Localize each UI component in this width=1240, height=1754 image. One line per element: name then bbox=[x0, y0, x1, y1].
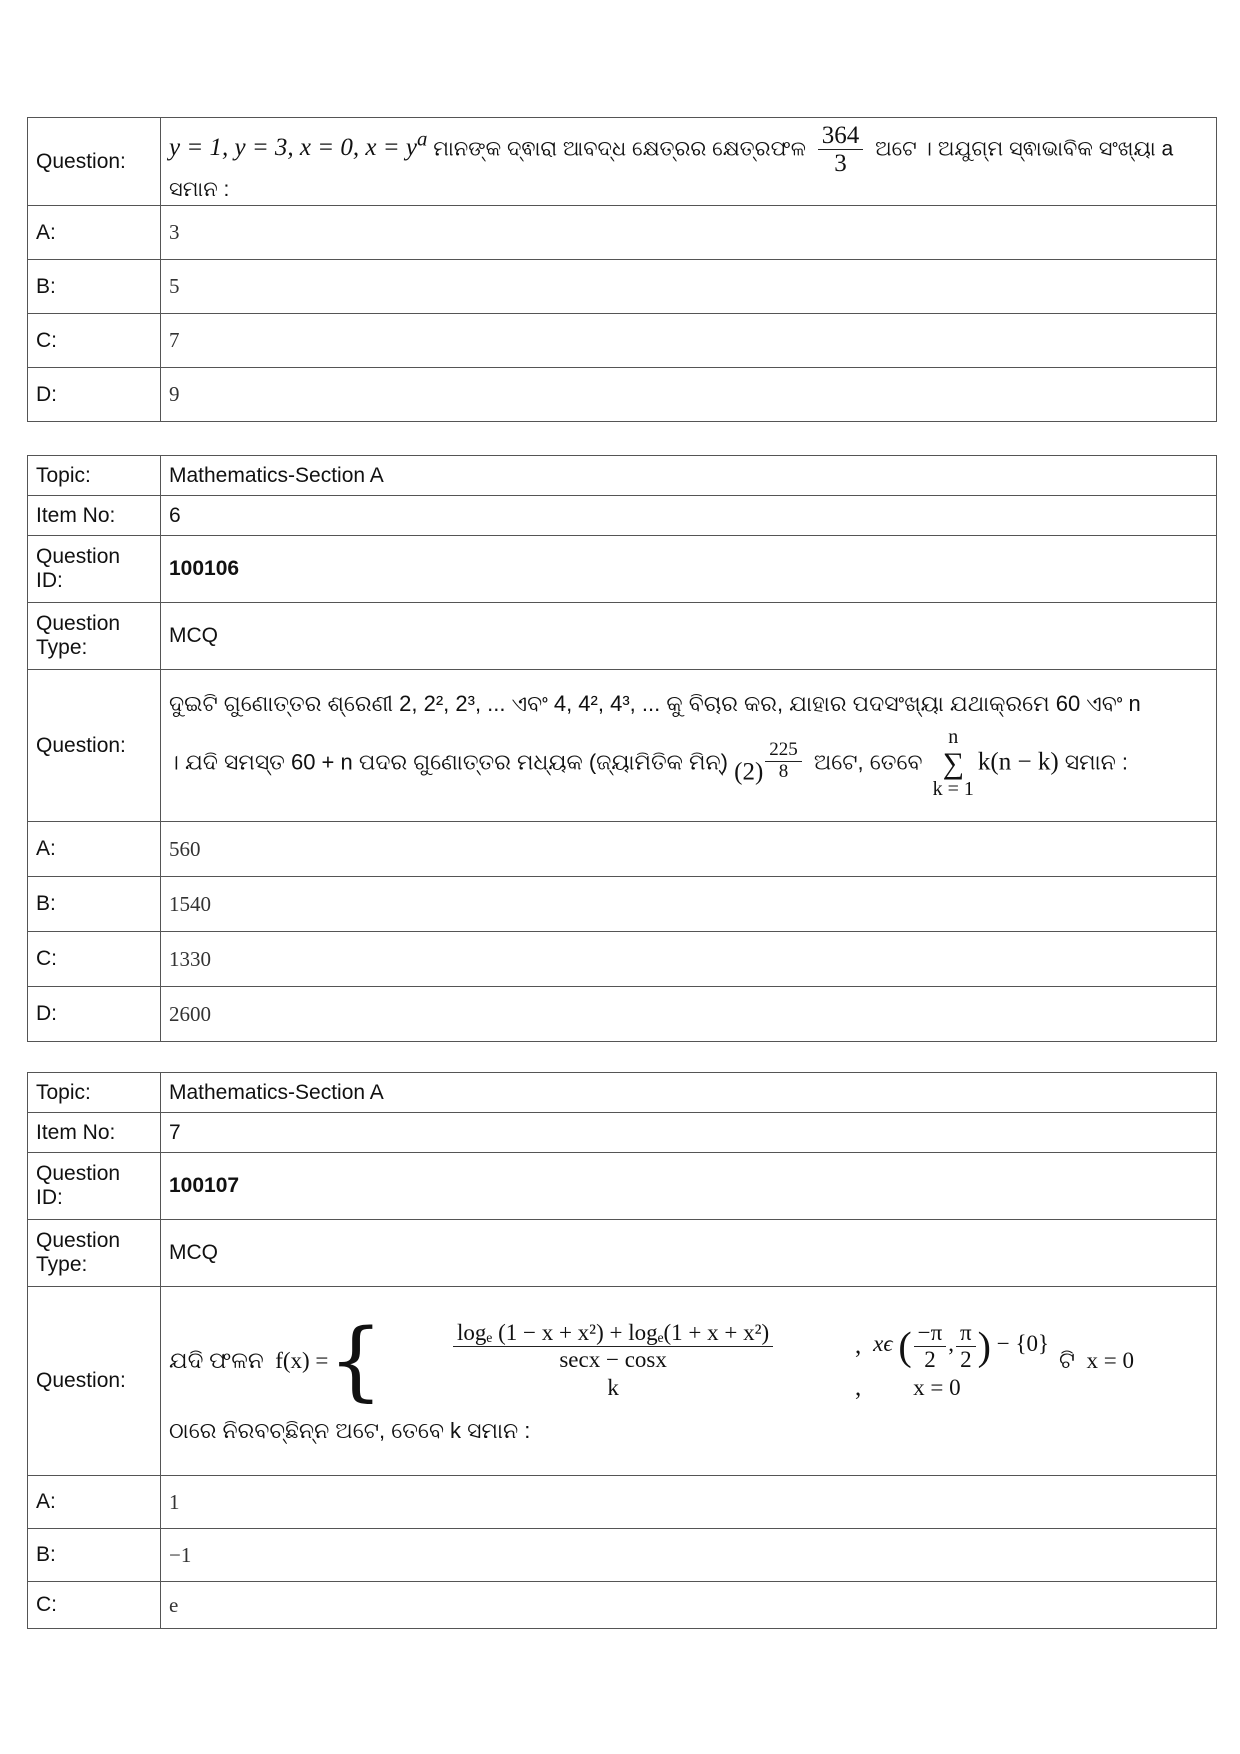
question-text bbox=[161, 118, 1217, 206]
question-exponent: a bbox=[416, 126, 428, 151]
option-value-d: 9 bbox=[161, 368, 1217, 422]
question-table-6 bbox=[27, 455, 1217, 1042]
topic-value: Mathematics-Section A bbox=[161, 456, 1217, 496]
question-type-label: Question Type: bbox=[28, 603, 161, 670]
question-text bbox=[161, 1287, 1217, 1476]
question-type-label: Question Type: bbox=[28, 1220, 161, 1287]
question-label: Question: bbox=[28, 670, 161, 822]
case-1-condition: xϵ ( $\frac{-\pi}{2}$ , $\frac{\pi}{2}$ ) − {0} bbox=[873, 1320, 1050, 1372]
interval-low bbox=[914, 1320, 947, 1372]
interval-high-num: π bbox=[956, 1320, 976, 1346]
piecewise-cases bbox=[383, 1320, 1049, 1402]
continuity-point: ଟି x = 0 bbox=[1059, 1348, 1134, 1373]
fraction-denominator: 3 bbox=[834, 150, 847, 177]
question-type-value: MCQ bbox=[161, 1220, 1217, 1287]
case-2-value: k bbox=[607, 1374, 619, 1400]
question-label: Question: bbox=[28, 118, 161, 206]
question-line-1: ଦୁଇଟି ଗୁଣୋତ୍ତର ଶ୍ରେଣୀ 2, 2², 2³, ... ଏବଂ 4, 4², 4³, ... କୁ ବିଚାର କର, ଯାହାର ପଦସଂଖ୍ୟା ଯଥାକ୍ରମେ 60 ଏବଂ n bbox=[169, 690, 1141, 716]
gm-exp-den: 8 bbox=[778, 761, 789, 783]
option-value-a: 1 bbox=[161, 1476, 1217, 1529]
gm-exp-num: 225 bbox=[765, 740, 802, 762]
case-1-expression bbox=[383, 1320, 843, 1372]
sum-expression: k(n − k) bbox=[977, 748, 1059, 776]
question-line-2 bbox=[169, 727, 1208, 801]
piecewise-function bbox=[169, 1311, 1208, 1411]
option-label-c: C: bbox=[28, 314, 161, 368]
option-label-c: C: bbox=[28, 932, 161, 987]
option-value-c: 7 bbox=[161, 314, 1217, 368]
case-1-denominator: secx − cosx bbox=[559, 1346, 667, 1372]
item-value: 7 bbox=[161, 1113, 1217, 1153]
case-1 bbox=[383, 1320, 1049, 1372]
option-label-d: D: bbox=[28, 368, 161, 422]
question-table-7 bbox=[27, 1072, 1217, 1629]
option-label-a: A: bbox=[28, 822, 161, 877]
question-suffix: ଅଟେ । ଅଯୁଗ୍ମ ସ୍ଵାଭାବିକ ସଂଖ୍ୟା a ସମାନ : bbox=[169, 137, 1174, 201]
interval-high bbox=[956, 1320, 976, 1372]
question-id-value: 100107 bbox=[161, 1153, 1217, 1220]
option-label-b: B: bbox=[28, 877, 161, 932]
option-value-a: 3 bbox=[161, 206, 1217, 260]
option-value-b: 1540 bbox=[161, 877, 1217, 932]
case-1-numerator: logₑ (1 − x + x²) + logₑ(1 + x + x²) bbox=[453, 1320, 773, 1346]
interval-low-den: 2 bbox=[924, 1346, 936, 1372]
option-label-a: A: bbox=[28, 206, 161, 260]
case-2-comma: , bbox=[854, 1373, 862, 1401]
gm-base: (2) bbox=[734, 758, 764, 786]
question-id-label: Question ID: bbox=[28, 536, 161, 603]
item-label: Item No: bbox=[28, 1113, 161, 1153]
sum-sign: ∑ bbox=[942, 746, 964, 780]
question-line-2: ଠାରେ ନିରବଚ୍ଛିନ୍ନ ଅଟେ, ତେବେ k ସମାନ : bbox=[169, 1418, 531, 1443]
case-1-comma: , bbox=[854, 1332, 862, 1359]
option-value-a: 560 bbox=[161, 822, 1217, 877]
fraction-numerator: 364 bbox=[818, 122, 864, 151]
question-type-value: MCQ bbox=[161, 603, 1217, 670]
interval-high-den: 2 bbox=[960, 1346, 972, 1372]
option-label-d: D: bbox=[28, 987, 161, 1042]
question-prefix: y = 1, y = 3, x = 0, x = y bbox=[169, 134, 417, 162]
option-value-b: −1 bbox=[161, 1529, 1217, 1582]
question-line-2a: । ଯଦି ସମସ୍ତ 60 + n ପଦର ଗୁଣୋତ୍ତର ମଧ୍ୟକ (ଜ୍ୟାମିତିକ ମିନ୍) bbox=[169, 749, 728, 775]
case-2-condition: x = 0 bbox=[913, 1374, 961, 1400]
case-1-cond-b: − {0} bbox=[996, 1331, 1050, 1357]
topic-value: Mathematics-Section A bbox=[161, 1073, 1217, 1113]
question-mid: ମାନଙ୍କ ଦ୍ଵାରା ଆବଦ୍ଧ କ୍ଷେତ୍ରର କ୍ଷେତ୍ରଫଳ bbox=[433, 137, 806, 161]
function-intro: ଯଦି ଫଳନ f(x) = bbox=[169, 1348, 329, 1373]
question-table-5 bbox=[27, 117, 1217, 422]
sum-top: n bbox=[948, 725, 959, 748]
option-label-c: C: bbox=[28, 1582, 161, 1629]
option-label-a: A: bbox=[28, 1476, 161, 1529]
piecewise-brace: { bbox=[328, 1311, 384, 1411]
gm-exponent bbox=[765, 740, 802, 783]
topic-label: Topic: bbox=[28, 1073, 161, 1113]
option-value-c: 1330 bbox=[161, 932, 1217, 987]
question-label: Question: bbox=[28, 1287, 161, 1476]
item-label: Item No: bbox=[28, 496, 161, 536]
question-line-2b: ଅଟେ, ତେବେ bbox=[813, 749, 923, 775]
question-text bbox=[161, 670, 1217, 822]
option-value-d: 2600 bbox=[161, 987, 1217, 1042]
option-value-c: e bbox=[161, 1582, 1217, 1629]
question-line-2c: ସମାନ : bbox=[1064, 749, 1128, 775]
question-id-value: 100106 bbox=[161, 536, 1217, 603]
topic-label: Topic: bbox=[28, 456, 161, 496]
question-id-label: Question ID: bbox=[28, 1153, 161, 1220]
area-fraction bbox=[818, 122, 864, 178]
interval-low-num: −π bbox=[914, 1320, 947, 1346]
case-2 bbox=[383, 1374, 1049, 1402]
option-label-b: B: bbox=[28, 1529, 161, 1582]
option-label-b: B: bbox=[28, 260, 161, 314]
case-1-cond-a: xϵ bbox=[873, 1331, 893, 1357]
sum-bottom: k = 1 bbox=[932, 778, 974, 801]
option-value-b: 5 bbox=[161, 260, 1217, 314]
summation bbox=[933, 727, 974, 801]
item-value: 6 bbox=[161, 496, 1217, 536]
